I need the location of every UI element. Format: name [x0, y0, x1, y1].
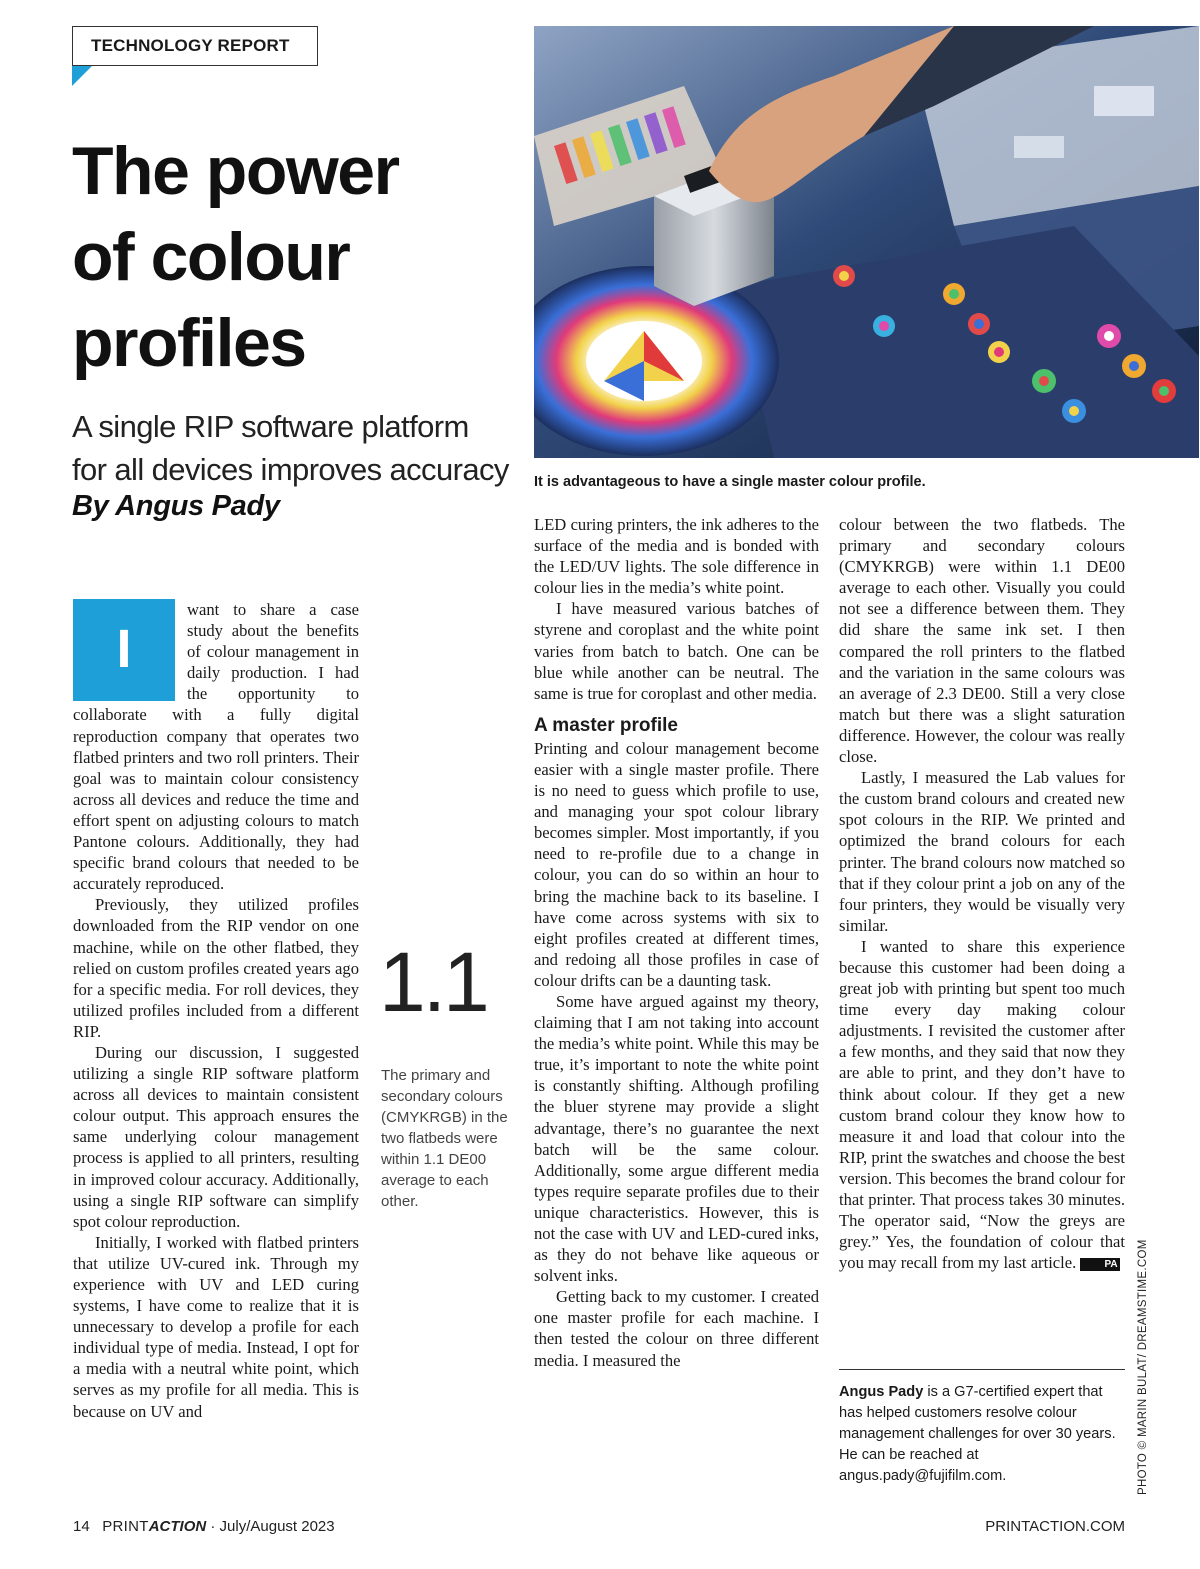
- headline-line-2: of colour: [72, 219, 350, 295]
- paragraph-text: want to share a case study about the benefits of colour management in daily production. I had the opportunity to collaborate with a fully digital reproduction company that operates two flatbed printers and two roll printers. Their goal was to maintain colour consistency across all devices and reduce the time and effort spent on adjusting colours to match Pantone colours. Additionally, they had specific brand colours that needed to be accurately reproduced.: [73, 600, 359, 894]
- byline: By Angus Pady: [72, 490, 280, 522]
- author-bio: [839, 1382, 1129, 1487]
- end-mark-badge: PA: [1080, 1258, 1119, 1271]
- paragraph: [839, 936, 1125, 1274]
- paragraph: During our discussion, I suggested utilizing a single RIP software platform across all devices to maintain consistent colour output. This approach ensures the same underlying colour management process is applied to all printers, resulting in improved colour accuracy. Additionally, using a single RIP software can simplify spot colour reproduction.: [73, 1042, 359, 1231]
- pull-quote-number: 1.1: [379, 935, 487, 1029]
- paragraph-text: I wanted to share this experience because this customer had been doing a great job with printing but spent too much time every day making colour adjustments. I revisited the customer after a few months, and they said that now they are able to print, and they don’t have to think about colour. If they get a new custom brand colour they know how to measure it and load that colour into the RIP, print the swatches and choose the best version. This becomes the brand colour for that printer. That process takes 30 minutes. The operator said, “Now the greys are grey.” Yes, the foundation of colour that you may recall from my last article.: [839, 936, 1125, 1273]
- footer-left: [73, 1518, 335, 1535]
- paragraph: colour between the two flatbeds. The primary and secondary colours (CMYKRGB) were within 1.1 DE00 average to each other. Visually you could not see a difference between them. They did share the same ink set. I then compared the roll printers to the flatbed and the variation in the same colours was an average of 2.3 DE00. Still a very close match but there was a slight saturation difference. However, the colour was really close.: [839, 515, 1125, 767]
- page-number: 14: [73, 1518, 90, 1535]
- brand-action: ACTION: [148, 1518, 207, 1535]
- paragraph: Initially, I worked with flatbed printers that utilize UV-cured ink. Through my experience with UV and LED curing systems, I have come to realize that it is unnecessary to develop a profile for each individual type of media. Instead, I opt for a media with a neutral white point, which serves as my profile for all media. This is because on UV and: [73, 1232, 359, 1421]
- paragraph: Previously, they utilized profiles downloaded from the RIP vendor on one machine, while on the other flatbed, they relied on custom profiles created years ago for a specific media. For roll devices, they utilized profiles included from a different RIP.: [73, 895, 359, 1041]
- deck-line-2: for all devices improves accuracy: [72, 452, 509, 487]
- photo-caption: It is advantageous to have a single master colour profile.: [534, 474, 926, 490]
- deck-line-1: A single RIP software platform: [72, 409, 469, 444]
- drop-cap: I: [73, 599, 175, 701]
- bio-divider: [839, 1369, 1125, 1370]
- paragraph: [73, 599, 359, 894]
- headline-line-3: profiles: [72, 305, 306, 381]
- body-column-left: [73, 599, 359, 1422]
- body-column-middle: [534, 514, 819, 1371]
- hero-photo: [534, 26, 1199, 458]
- headline-line-1: The power: [72, 133, 399, 209]
- paragraph: Printing and colour management become easier with a single master profile. There is no need to guess which profile to use, and managing your spot colour library becomes simpler. Most importantly, if you need to re-profile due to a change in colour, you can do so within an hour to bring the machine back to its baseline. I have come across systems with six to eight profiles created at different times, and redoing all those profiles in case of colour drifts can be a daunting task.: [534, 738, 819, 990]
- body-column-right: [839, 514, 1125, 1273]
- brand-print: PRINT: [102, 1518, 149, 1535]
- subheading: A master profile: [534, 714, 678, 736]
- bio-text: is a G7-certified expert that has helped customers resolve colour management challenges for over 30 years. He can be reached at angus.pady@fujifilm.com.: [839, 1384, 1116, 1484]
- footer-site: PRINTACTION.COM: [985, 1518, 1125, 1535]
- paragraph: Getting back to my customer. I created one master profile for each machine. I then tested the colour on three different media. I measured the: [534, 1287, 819, 1370]
- photo-credit: PHOTO © MARIN BULAT/ DREAMSTIME.COM: [1137, 1239, 1149, 1495]
- deck: [72, 405, 532, 491]
- pull-quote-text: The primary and secondary colours (CMYKRGB) in the two flatbeds were within 1.1 DE00 average to each other.: [381, 1067, 508, 1210]
- paragraph: I have measured various batches of styrene and coroplast and the white point varies from batch to batch. One can be blue while another can be neutral. The same is true for coroplast and other media.: [534, 599, 819, 703]
- paragraph: Some have argued against my theory, claiming that I am not taking into account the media’s white point. While this may be true, it’s important to note the white point is constantly shifting. Although profiling the bluer styrene may provide a slight advantage, there’s no guarantee the next batch will be the same colour. Additionally, some argue different media types require separate profiles due to their unique characteristics. However, this is not the case with UV and LED-cured inks, as they do not behave like aqueous or solvent inks.: [534, 991, 819, 1286]
- headline: [72, 128, 522, 386]
- paragraph: Lastly, I measured the Lab values for the custom brand colours and created new spot colours in the RIP. We printed and optimized the brand colours for each printer. The brand colours now matched so that if they colour print a job on any of the four printers, they would be visually very similar.: [839, 768, 1125, 935]
- hero-photo-illustration: [534, 26, 1199, 458]
- issue-date: · July/August 2023: [206, 1518, 335, 1535]
- section-tag-corner: [72, 66, 92, 86]
- paragraph: LED curing printers, the ink adheres to the surface of the media and is bonded with the LED/UV lights. The sole difference in colour lies in the media’s white point.: [534, 515, 819, 598]
- section-tag: TECHNOLOGY REPORT: [72, 26, 318, 66]
- bio-name: Angus Pady: [839, 1384, 924, 1400]
